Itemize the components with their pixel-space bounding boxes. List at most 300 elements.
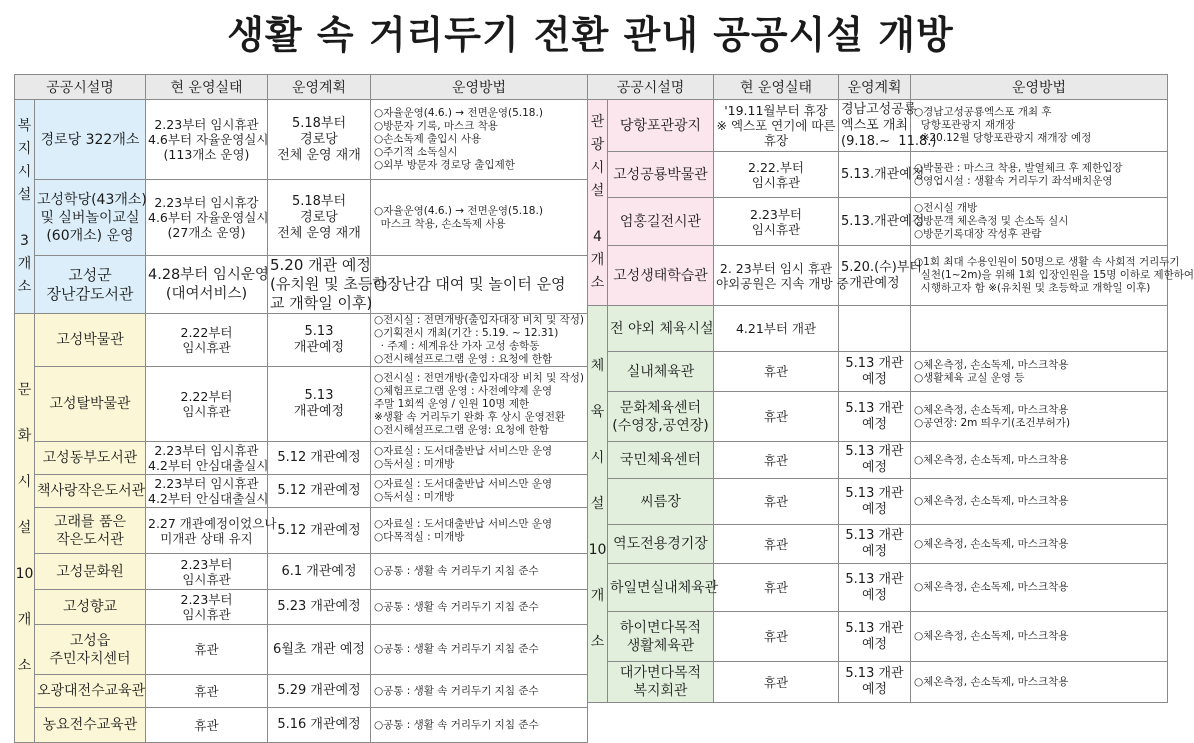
facility-name-line: 실내체육관 <box>626 363 695 380</box>
category-char <box>588 562 607 585</box>
operation-plan-line: 5.18부터 <box>291 115 347 131</box>
current-status-line: 휴관 <box>763 629 789 644</box>
current-status-cell <box>714 662 839 703</box>
category-char: 개 <box>590 587 605 604</box>
operation-method-line: 마스크 착용, 손소독제 사용 <box>374 217 506 230</box>
facility-name-cell <box>608 392 714 442</box>
current-status-line: 휴관 <box>763 494 789 509</box>
facility-name-line: 문화체육센터 <box>619 399 702 416</box>
operation-plan-cell <box>839 479 911 525</box>
table-row <box>15 367 588 442</box>
facility-name-line: (수영장,공연장) <box>612 417 709 434</box>
operation-plan-line: 예정 <box>861 501 888 517</box>
operation-method-line: ○체온측정, 손소독제, 마스크착용 <box>914 453 1069 466</box>
facility-name-cell <box>35 554 146 590</box>
table-row <box>15 100 588 180</box>
operation-method-line: ○방문객 체온측정 및 손소독 실시 <box>914 215 1069 227</box>
operation-method-cell <box>371 625 588 675</box>
current-status-line: '19.11월부터 휴장 <box>724 103 828 118</box>
operation-method-cell <box>371 180 588 256</box>
culture-category-label <box>15 314 35 743</box>
operation-plan-line: 5.13 개관 <box>845 444 904 459</box>
facility-name-line: 하이면다목적 <box>619 619 702 636</box>
current-status-cell <box>714 352 839 392</box>
facility-name-line: 생활체육관 <box>626 637 695 654</box>
current-status-cell <box>714 246 849 306</box>
table-row <box>588 662 1168 703</box>
current-status-line: 2.23부터 임시휴관 <box>154 117 259 132</box>
operation-method-cell <box>911 612 1168 662</box>
operation-method-cell <box>371 590 588 625</box>
operation-method-cell <box>371 100 588 180</box>
category-char: 지 <box>17 140 32 157</box>
operation-plan-line: 예정 <box>861 636 888 652</box>
operation-method-line: ○방문자 기록, 마스크 착용 <box>374 120 498 132</box>
operation-plan-line: 5.20.(수)부터 <box>841 259 922 275</box>
current-status-cell <box>146 180 268 256</box>
table-row <box>588 564 1168 612</box>
table-row <box>588 525 1168 564</box>
operation-method-line: ○체온측정, 손소독제, 마스크착용 <box>914 403 1069 416</box>
current-status-line: 4.2부터 안심대출실시 <box>148 458 269 473</box>
category-char: 광 <box>590 136 605 153</box>
facility-name-cell <box>35 708 146 743</box>
facility-name-line: 씨름장 <box>640 493 681 510</box>
operation-plan-cell <box>839 662 911 703</box>
operation-plan-cell <box>839 564 911 612</box>
header-current-status: 현 운영실태 <box>146 75 268 100</box>
current-status-line: 휴관 <box>763 580 789 595</box>
current-status-line: 4.6부터 자율운영실시 <box>148 210 269 225</box>
operation-method-line: ○공통 : 생활 속 거리두기 지침 준수 <box>374 565 539 577</box>
operation-plan-line: 5.13.개관예정 <box>841 166 925 182</box>
operation-method-line: ○장난감 대여 및 놀이터 운영 <box>374 275 566 293</box>
category-char <box>15 586 34 609</box>
header-operation-method: 운영방법 <box>911 75 1168 100</box>
current-status-cell <box>146 442 268 475</box>
current-status-line: 임시휴관 <box>182 404 231 419</box>
operation-plan-line: 6.1 개관예정 <box>281 563 357 579</box>
operation-method-cell <box>371 708 588 743</box>
current-status-line: 휴관 <box>194 642 219 657</box>
category-char: 설 <box>590 495 605 512</box>
operation-method-cell <box>371 554 588 590</box>
current-status-line: 임시휴관 <box>751 221 801 237</box>
category-char: 개 <box>17 611 32 628</box>
operation-method-cell <box>371 508 588 554</box>
operation-method-cell <box>911 198 1168 246</box>
operation-plan-cell <box>839 152 925 198</box>
facility-name-line: 고래를 품은 <box>53 513 127 530</box>
current-status-cell <box>714 152 839 198</box>
operation-plan-cell <box>268 590 371 625</box>
facility-name-line: 고성학당(43개소) <box>37 191 147 208</box>
operation-plan-line: 경로당 <box>300 209 338 225</box>
table-row <box>15 256 588 314</box>
facility-name-line: 역도전용경기장 <box>613 536 708 552</box>
facility-name-cell <box>608 442 714 479</box>
category-char: 10 <box>15 565 34 582</box>
current-status-line: (27개소 운영) <box>167 225 246 240</box>
operation-method-line: ○체험프로그램 운영 : 사전예약제 운영 <box>374 384 553 397</box>
operation-plan-cell <box>839 246 922 306</box>
current-status-line: 휴장 <box>763 133 789 148</box>
table-row <box>15 625 588 675</box>
facility-name-line: 전 야외 체육시설 <box>610 320 714 337</box>
category-char: 설 <box>17 519 32 536</box>
category-char <box>588 203 607 226</box>
current-status-cell <box>146 708 268 743</box>
operation-plan-line: 전체 운영 재개 <box>277 147 361 163</box>
facility-name-line: 고성생태학습관 <box>613 267 708 284</box>
facility-name-cell <box>35 475 146 508</box>
operation-plan-line: 5.13 개관 <box>845 571 904 587</box>
facility-name-cell <box>608 564 719 612</box>
current-status-line: 2.23부터 <box>180 592 233 607</box>
operation-method-line: ○자율운영(4.6.) → 전면운영(5.18.) <box>374 204 543 217</box>
operation-method-cell <box>371 475 588 508</box>
operation-plan-line: 5.13 개관 <box>845 666 904 681</box>
operation-method-line: ○체온측정, 손소독제, 마스크착용 <box>914 537 1069 550</box>
operation-method-cell <box>911 152 1168 198</box>
current-status-cell <box>146 100 268 180</box>
category-char <box>588 516 607 539</box>
facility-name-line: 고성향교 <box>62 599 118 615</box>
current-status-line: 2. 23부터 임시 휴관 <box>719 260 833 276</box>
facility-name-cell <box>608 152 714 198</box>
header-current-status: 현 운영실태 <box>714 75 839 100</box>
table-row <box>588 442 1168 479</box>
operation-plan-line: 5.13 개관 <box>845 485 904 501</box>
operation-method-line: ○체온측정, 손소독제, 마스크착용 <box>914 630 1069 642</box>
facility-name-cell <box>608 198 714 246</box>
operation-plan-line: 5.13 <box>304 324 334 339</box>
table-row <box>15 314 588 367</box>
operation-plan-line: 개관예정 <box>293 340 345 355</box>
operation-method-cell <box>371 367 588 442</box>
operation-method-line: 당항포관광지 재개장 <box>914 119 1016 131</box>
current-status-line: 2.23부터 임시휴관 <box>154 443 259 458</box>
operation-plan-cell <box>268 708 371 743</box>
current-status-cell <box>146 590 268 625</box>
operation-method-line: ※생활 속 거리두기 완화 후 상시 운영전환 <box>374 410 566 423</box>
operation-plan-line: 5.29 개관예정 <box>277 683 361 698</box>
operation-method-line: ○자료실 : 도서대출반납 서비스만 운영 <box>374 517 553 530</box>
operation-method-line: ○다목적실 : 미개방 <box>374 530 465 543</box>
operation-plan-line: 교 개학일 이후) <box>270 294 373 312</box>
tourism-category-label <box>588 100 608 306</box>
operation-plan-cell <box>268 367 371 442</box>
facility-name-line: 하일면실내체육관 <box>610 579 719 596</box>
facility-name-line: 고성동부도서관 <box>42 450 138 466</box>
operation-plan-line: 전체 운영 재개 <box>277 225 361 241</box>
operation-method-cell <box>371 314 588 367</box>
table-row <box>15 554 588 590</box>
operation-method-cell <box>911 564 1168 612</box>
header-operation-plan: 운영계획 <box>268 75 371 100</box>
operation-method-line: ○1회 최대 수용인원이 50명으로 생활 속 사회적 거리두기 <box>914 256 1180 268</box>
operation-method-line: ○영업시설 : 생활속 거리두기 좌석배치운영 <box>914 174 1113 187</box>
operation-method-line: ○공통 : 생활 속 거리두기 지침 준수 <box>374 684 539 697</box>
current-status-cell <box>714 479 839 525</box>
category-char: 소 <box>590 633 605 650</box>
facility-name-cell <box>35 625 146 675</box>
category-char: 소 <box>17 657 32 674</box>
operation-plan-cell <box>268 442 371 475</box>
category-char <box>588 470 607 493</box>
table-row <box>15 508 588 554</box>
operation-plan-cell <box>839 392 911 442</box>
table-row <box>15 180 588 256</box>
current-status-cell <box>714 198 839 246</box>
category-char: 시 <box>590 449 605 466</box>
facility-name-line: 고성탈박물관 <box>49 396 131 412</box>
category-char: 시 <box>17 473 32 490</box>
category-char <box>15 540 34 563</box>
category-char: 소 <box>17 278 32 295</box>
operation-method-line: ○자율운영(4.6.) → 전면운영(5.18.) <box>374 107 543 119</box>
operation-plan-line: 5.13.개관예정 <box>841 213 925 229</box>
facility-name-cell <box>608 100 714 152</box>
current-status-line: 2.23부터 <box>180 556 233 572</box>
category-char: 육 <box>590 403 605 420</box>
operation-method-line: ○전시해설프로그램 운영 : 요청에 한함 <box>374 353 553 365</box>
category-char <box>15 448 34 471</box>
operation-plan-line: 5.13 개관 <box>845 355 904 371</box>
current-status-line: 4.28부터 임시운영 <box>148 266 269 283</box>
facility-name-line: 및 실버놀이교실 <box>40 209 140 226</box>
category-char: 3 <box>20 232 29 249</box>
current-status-line: 2.22부터 <box>180 325 233 340</box>
operation-plan-line: 6월초 개관 예정 <box>273 641 365 657</box>
operation-method-cell <box>911 246 1194 306</box>
current-status-line: 휴관 <box>763 536 789 552</box>
category-char <box>15 402 34 425</box>
current-status-line: 2.23부터 임시휴관 <box>154 476 259 491</box>
current-status-line: 2.27 개관예정이었으나 <box>148 515 277 531</box>
facility-name-cell <box>608 246 714 306</box>
operation-plan-line: 예정 <box>861 460 888 475</box>
header-facility-name: 공공시설명 <box>15 75 146 100</box>
facility-name-line: 고성군 <box>68 265 112 284</box>
facility-name-line: 국민체육센터 <box>619 452 702 468</box>
operation-plan-line: 5.20 개관 예정 <box>270 256 371 274</box>
operation-method-line: ○체온측정, 손소독제, 마스크착용 <box>914 495 1069 507</box>
current-status-line: 미개관 상태 유지 <box>160 530 253 546</box>
facility-name-line: 작은도서관 <box>56 531 124 548</box>
operation-plan-cell <box>268 180 371 256</box>
current-status-line: 야외공원은 지속 개방 중 <box>716 275 849 291</box>
category-char: 10 <box>588 541 607 558</box>
operation-method-cell <box>911 525 1168 564</box>
operation-method-line: ○독서실 : 미개방 <box>374 458 455 470</box>
facility-name-line: 농요전수교육관 <box>42 717 138 733</box>
operation-method-cell <box>911 662 1168 703</box>
category-char: 시 <box>590 159 605 176</box>
table-row <box>588 352 1168 392</box>
operation-method-line: 실천(1~2m)을 위해 1회 입장인원을 15명 이하로 제한하여 <box>914 269 1194 281</box>
operation-method-line: ○기획전시 개최(기간 : 5.19. ~ 12.31) <box>374 327 559 339</box>
welfare-category-label <box>15 100 35 314</box>
current-status-cell <box>714 564 839 612</box>
operation-plan-line: 예정 <box>861 544 888 559</box>
table-row <box>588 479 1168 525</box>
table-row <box>15 675 588 708</box>
operation-method-cell <box>911 442 1168 479</box>
operation-method-line: ※20.12월 당항포관광지 재개장 예정 <box>914 132 1092 144</box>
current-status-line: 4.21부터 개관 <box>735 321 817 336</box>
operation-plan-cell <box>839 352 911 392</box>
facility-name-cell <box>608 662 714 703</box>
facility-name-cell <box>35 314 146 367</box>
current-status-line: (대여서비스) <box>165 285 248 302</box>
operation-method-line: ○체온측정, 손소독제, 마스크착용 <box>914 358 1069 371</box>
current-status-line: 2.22부터 <box>180 389 233 404</box>
facility-name-line: 엄홍길전시관 <box>619 213 702 230</box>
category-char: 문 <box>17 381 32 398</box>
operation-plan-line: 예정 <box>861 682 888 697</box>
operation-method-line: 주말 1회씩 운영 / 인원 10명 제한 <box>374 397 530 410</box>
current-status-cell <box>146 675 268 708</box>
facility-name-line: 오광대전수교육관 <box>37 683 146 699</box>
operation-method-line: ○체온측정, 손소독제, 마스크착용 <box>914 675 1069 688</box>
operation-method-line: ○공통 : 생활 속 거리두기 지침 준수 <box>374 718 539 731</box>
operation-plan-line: 5.12 개관예정 <box>277 483 361 498</box>
current-status-cell <box>714 100 839 152</box>
current-status-line: 휴관 <box>194 683 219 699</box>
facility-name-line: 대가면다목적 <box>619 665 702 681</box>
category-char <box>588 378 607 401</box>
facility-name-line: 주민자치센터 <box>49 650 131 667</box>
current-status-cell <box>146 508 277 554</box>
table-row <box>588 198 1168 246</box>
current-status-cell <box>146 256 268 314</box>
operation-plan-cell <box>839 525 911 564</box>
operation-method-line: ○방문기록대장 작성후 관람 <box>914 228 1042 240</box>
operation-method-line: ○생활체육 교실 운영 등 <box>914 371 1025 384</box>
facility-name-line: 복지회관 <box>633 683 688 699</box>
category-char <box>588 424 607 447</box>
operation-plan-line: 경남고성공룡 <box>841 101 917 117</box>
operation-method-line: ○전시실 : 전면개방(출입자대장 비치 및 작성) <box>374 371 585 384</box>
current-status-cell <box>146 367 268 442</box>
facility-name-cell <box>35 256 146 314</box>
current-status-line: 임시휴관 <box>751 174 801 190</box>
operation-plan-line: 5.13 <box>304 388 334 403</box>
facility-name-line: 고성문화원 <box>56 563 124 580</box>
operation-method-line: ○주기적 소독실시 <box>374 146 458 158</box>
current-status-cell <box>714 612 839 662</box>
facility-name-cell <box>35 100 146 180</box>
category-char <box>588 608 607 631</box>
facility-name-line: 경로당 322개소 <box>40 131 140 148</box>
operation-plan-cell <box>839 612 911 662</box>
facility-name-cell <box>35 442 146 475</box>
category-char: 개 <box>17 255 32 272</box>
operation-plan-cell <box>268 100 371 180</box>
operation-plan-cell <box>268 625 371 675</box>
operation-plan-line: 엑스포 개최 <box>841 117 908 133</box>
facility-name-line: 고성읍 <box>69 632 111 649</box>
page-title: 생활 속 거리두기 전환 관내 공공시설 개방 <box>227 13 954 57</box>
current-status-line: 휴관 <box>763 452 789 468</box>
operation-method-cell <box>911 352 1168 392</box>
operation-plan-cell <box>839 100 937 152</box>
operation-method-cell <box>371 442 588 475</box>
operation-method-line: ○전시실 : 전면개방(출입자대장 비치 및 작성) <box>374 314 585 326</box>
category-char: 관 <box>590 113 605 130</box>
facility-name-cell <box>35 590 146 625</box>
current-status-cell <box>146 554 268 590</box>
operation-plan-line: 5.13 개관 <box>845 528 904 543</box>
operation-plan-line: 경로당 <box>300 131 338 147</box>
current-status-line: 2.23부터 <box>750 206 802 222</box>
facility-name-cell <box>35 508 146 554</box>
facility-name-cell <box>608 352 714 392</box>
right-facility-table <box>587 74 1194 703</box>
operation-plan-cell <box>268 314 371 367</box>
operation-method-line: ○박물관 : 마스크 착용, 발열체크 후 제한입장 <box>914 161 1123 174</box>
operation-method-line: ○공통 : 생활 속 거리두기 지침 준수 <box>374 643 539 655</box>
current-status-line: 휴관 <box>763 364 789 379</box>
current-status-line: 휴관 <box>763 409 789 424</box>
facility-name-line: 당항포관광지 <box>619 117 702 134</box>
facility-name-cell <box>608 612 714 662</box>
operation-plan-cell <box>839 306 911 352</box>
operation-method-line: 시행하고자 함 ※(유치원 및 초등학교 개학일 이후) <box>914 282 1151 294</box>
operation-plan-cell <box>839 198 925 246</box>
facility-name-line: 책사랑작은도서관 <box>37 483 146 499</box>
current-status-cell <box>714 306 839 352</box>
operation-plan-cell <box>268 475 371 508</box>
category-char: 시 <box>17 163 32 180</box>
operation-method-line: ○독서실 : 미개방 <box>374 491 455 503</box>
header-operation-method: 운영방법 <box>371 75 588 100</box>
operation-plan-line: 5.13 개관 <box>845 400 904 416</box>
current-status-line: 2.22.부터 <box>748 159 804 175</box>
table-row <box>588 612 1168 662</box>
operation-method-line: · 주제 : 세계유산 가자 고성 송학동 <box>374 340 540 352</box>
facility-name-cell <box>608 306 714 352</box>
operation-method-line: ○체온측정, 손소독제, 마스크착용 <box>914 581 1069 593</box>
operation-method-cell <box>911 306 1168 352</box>
category-char: 복 <box>17 117 32 134</box>
facility-name-line: (60개소) 운영 <box>46 227 134 244</box>
operation-method-cell <box>911 392 1168 442</box>
table-row <box>588 306 1168 352</box>
table-row <box>15 590 588 625</box>
current-status-line: 4.2부터 안심대출실시 <box>148 491 269 506</box>
operation-plan-cell <box>268 256 387 314</box>
operation-plan-cell <box>839 442 911 479</box>
category-char <box>15 207 34 230</box>
operation-method-line: ○손소독제 출입시 사용 <box>374 133 482 145</box>
table-row <box>588 246 1168 306</box>
category-char: 설 <box>590 182 605 199</box>
category-char <box>15 494 34 517</box>
table-row <box>15 475 588 508</box>
current-status-line: 휴관 <box>763 674 789 690</box>
category-char: 개 <box>590 251 605 268</box>
current-status-line: 임시휴관 <box>182 607 231 622</box>
category-char <box>15 632 34 655</box>
current-status-cell <box>146 475 268 508</box>
operation-method-line: ○자료실 : 도서대출반납 서비스만 운영 <box>374 445 553 457</box>
header-operation-plan: 운영계획 <box>839 75 911 100</box>
operation-plan-line: 개관예정 <box>849 275 900 291</box>
category-char: 설 <box>17 186 32 203</box>
current-status-line: 4.6부터 자율운영실시 <box>148 132 269 147</box>
